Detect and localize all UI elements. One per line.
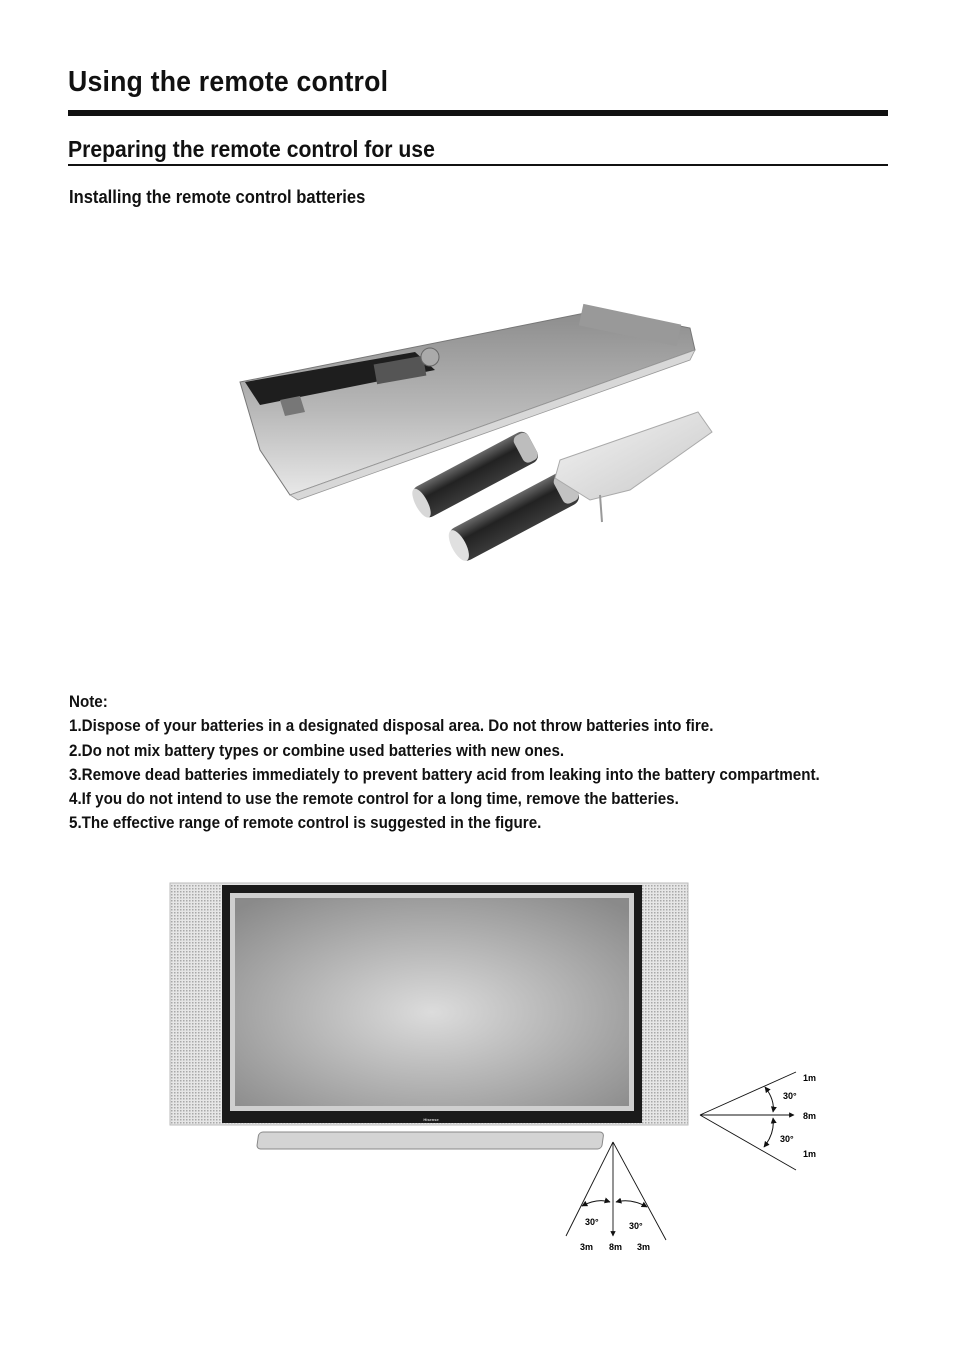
front-dist-right: 3m: [637, 1242, 651, 1252]
title-rule: [68, 110, 888, 116]
side-angle-bottom: 30°: [780, 1134, 794, 1144]
subsection-title: Installing the remote control batteries: [69, 187, 366, 207]
tv-brand-logo: Hisense: [423, 1117, 439, 1122]
tv-screen: [235, 898, 629, 1106]
note-item: 4.If you do not intend to use the remote control for a long time, remove the batteries.: [69, 790, 679, 809]
note-item: 5.The effective range of remote control is suggested in the figure.: [69, 814, 542, 833]
front-angle-left: 30°: [585, 1217, 599, 1227]
side-range-diagram: [700, 1072, 816, 1170]
tv-stand: [257, 1132, 604, 1149]
note-item: 1.Dispose of your batteries in a designated disposal area. Do not throw batteries into fire.: [69, 717, 714, 736]
section-rule: [68, 164, 888, 166]
front-dist-center: 8m: [609, 1242, 623, 1252]
side-dist-center: 8m: [803, 1111, 817, 1121]
notes-block: [69, 690, 820, 836]
side-angle-top: 30°: [783, 1091, 797, 1101]
page-title: Using the remote control: [68, 66, 389, 98]
battery-cover: [555, 412, 712, 522]
note-item: 2.Do not mix battery types or combine used batteries with new ones.: [69, 741, 565, 760]
section-title: Preparing the remote control for use: [68, 136, 435, 162]
side-dist-top: 1m: [803, 1073, 817, 1083]
tv-illustration: [170, 883, 688, 1149]
remote-batteries-illustration: [220, 300, 720, 570]
front-dist-left: 3m: [580, 1242, 594, 1252]
notes-heading: Note:: [69, 693, 108, 711]
front-angle-right: 30°: [629, 1221, 643, 1231]
remote-range-figure: [0, 870, 954, 1270]
note-item: 3.Remove dead batteries immediately to prevent battery acid from leaking into the battery compartment.: [69, 765, 820, 784]
front-range-diagram: [566, 1142, 666, 1252]
side-dist-bottom: 1m: [803, 1149, 817, 1159]
